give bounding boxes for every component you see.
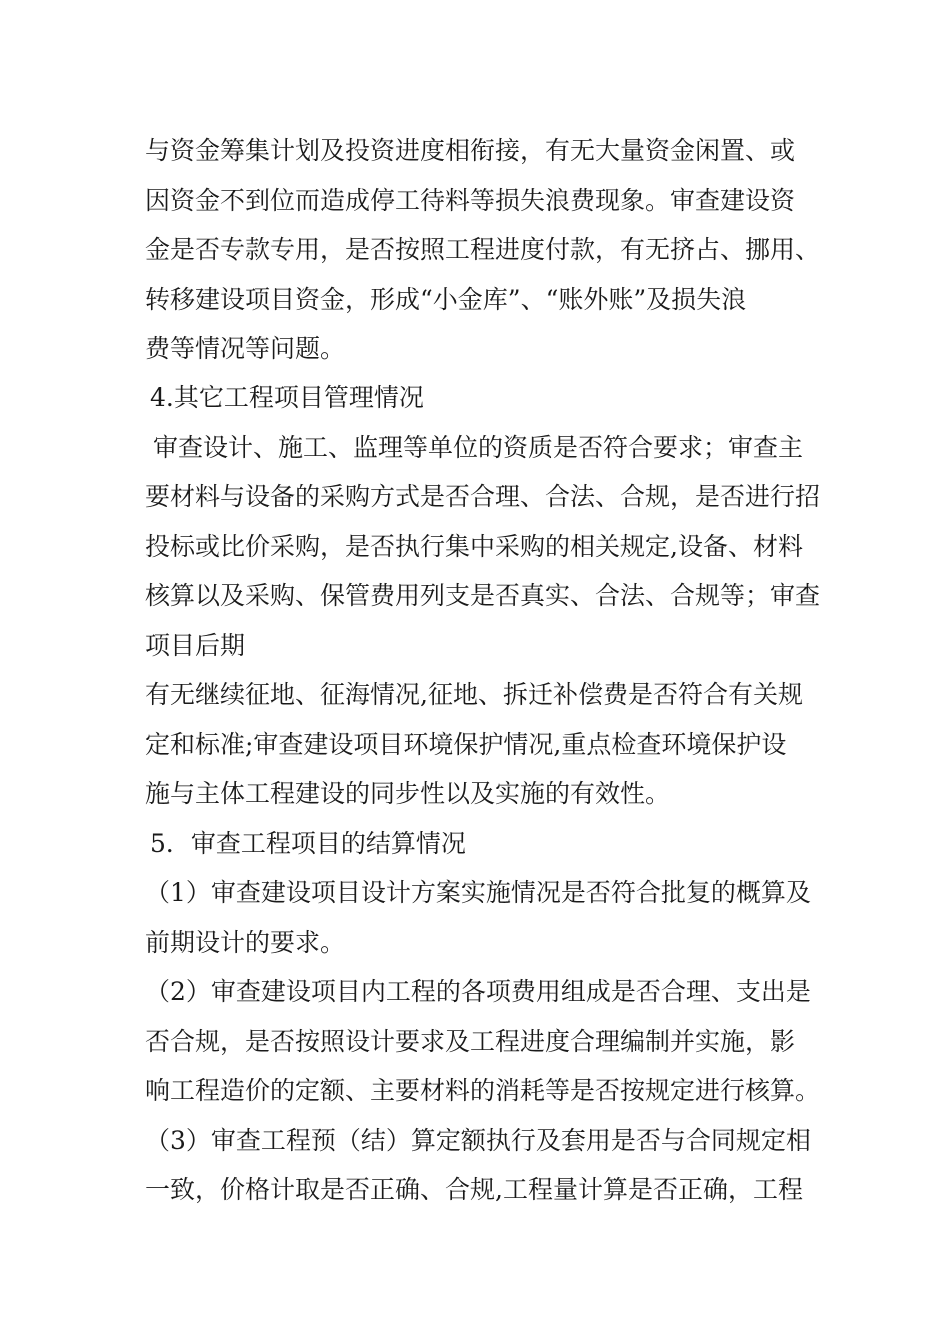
section-heading-4: 4.其它工程项目管理情况	[150, 383, 424, 412]
text-line-19: 否合规，是否按照设计要求及工程进度合理编制并实施，影	[145, 1027, 796, 1056]
text-line-1: 与资金筹集计划及投资进度相衔接，有无大量资金闲置、或	[145, 136, 796, 165]
text-line-14: 施与主体工程建设的同步性以及实施的有效性。	[145, 779, 671, 808]
text-line-13: 定和标准;审查建设项目环境保护情况,重点检查环境保护设	[145, 730, 787, 759]
text-line-8: 要材料与设备的采购方式是否合理、合法、合规，是否进行招	[145, 482, 821, 511]
text-line-18: （2）审查建设项目内工程的各项费用组成是否合理、支出是	[145, 977, 811, 1006]
text-line-17: 前期设计的要求。	[145, 928, 346, 957]
text-line-7: 审查设计、施工、监理等单位的资质是否符合要求；审查主	[153, 433, 804, 462]
text-line-22: 一致，价格计取是否正确、合规,工程量计算是否正确，工程	[145, 1175, 803, 1204]
text-line-10: 核算以及采购、保管费用列支是否真实、合法、合规等；审查	[145, 581, 821, 610]
text-line-2: 因资金不到位而造成停工待料等损失浪费现象。审查建设资	[145, 186, 796, 215]
section-heading-5: 5．审查工程项目的结算情况	[150, 829, 466, 858]
text-line-4: 转移建设项目资金，形成“小金库”、“账外账”及损失浪	[145, 285, 747, 314]
text-line-11: 项目后期	[145, 631, 246, 660]
text-line-20: 响工程造价的定额、主要材料的消耗等是否按规定进行核算。	[145, 1076, 821, 1105]
text-line-16: （1）审查建设项目设计方案实施情况是否符合批复的概算及	[145, 878, 811, 907]
text-line-9: 投标或比价采购，是否执行集中采购的相关规定,设备、材料	[145, 532, 803, 561]
text-line-12: 有无继续征地、征海情况,征地、拆迁补偿费是否符合有关规	[145, 680, 803, 709]
text-line-5: 费等情况等问题。	[145, 334, 346, 363]
text-line-3: 金是否专款专用，是否按照工程进度付款，有无挤占、挪用、	[145, 235, 821, 264]
text-line-21: （3）审查工程预（结）算定额执行及套用是否与合同规定相	[145, 1126, 811, 1155]
